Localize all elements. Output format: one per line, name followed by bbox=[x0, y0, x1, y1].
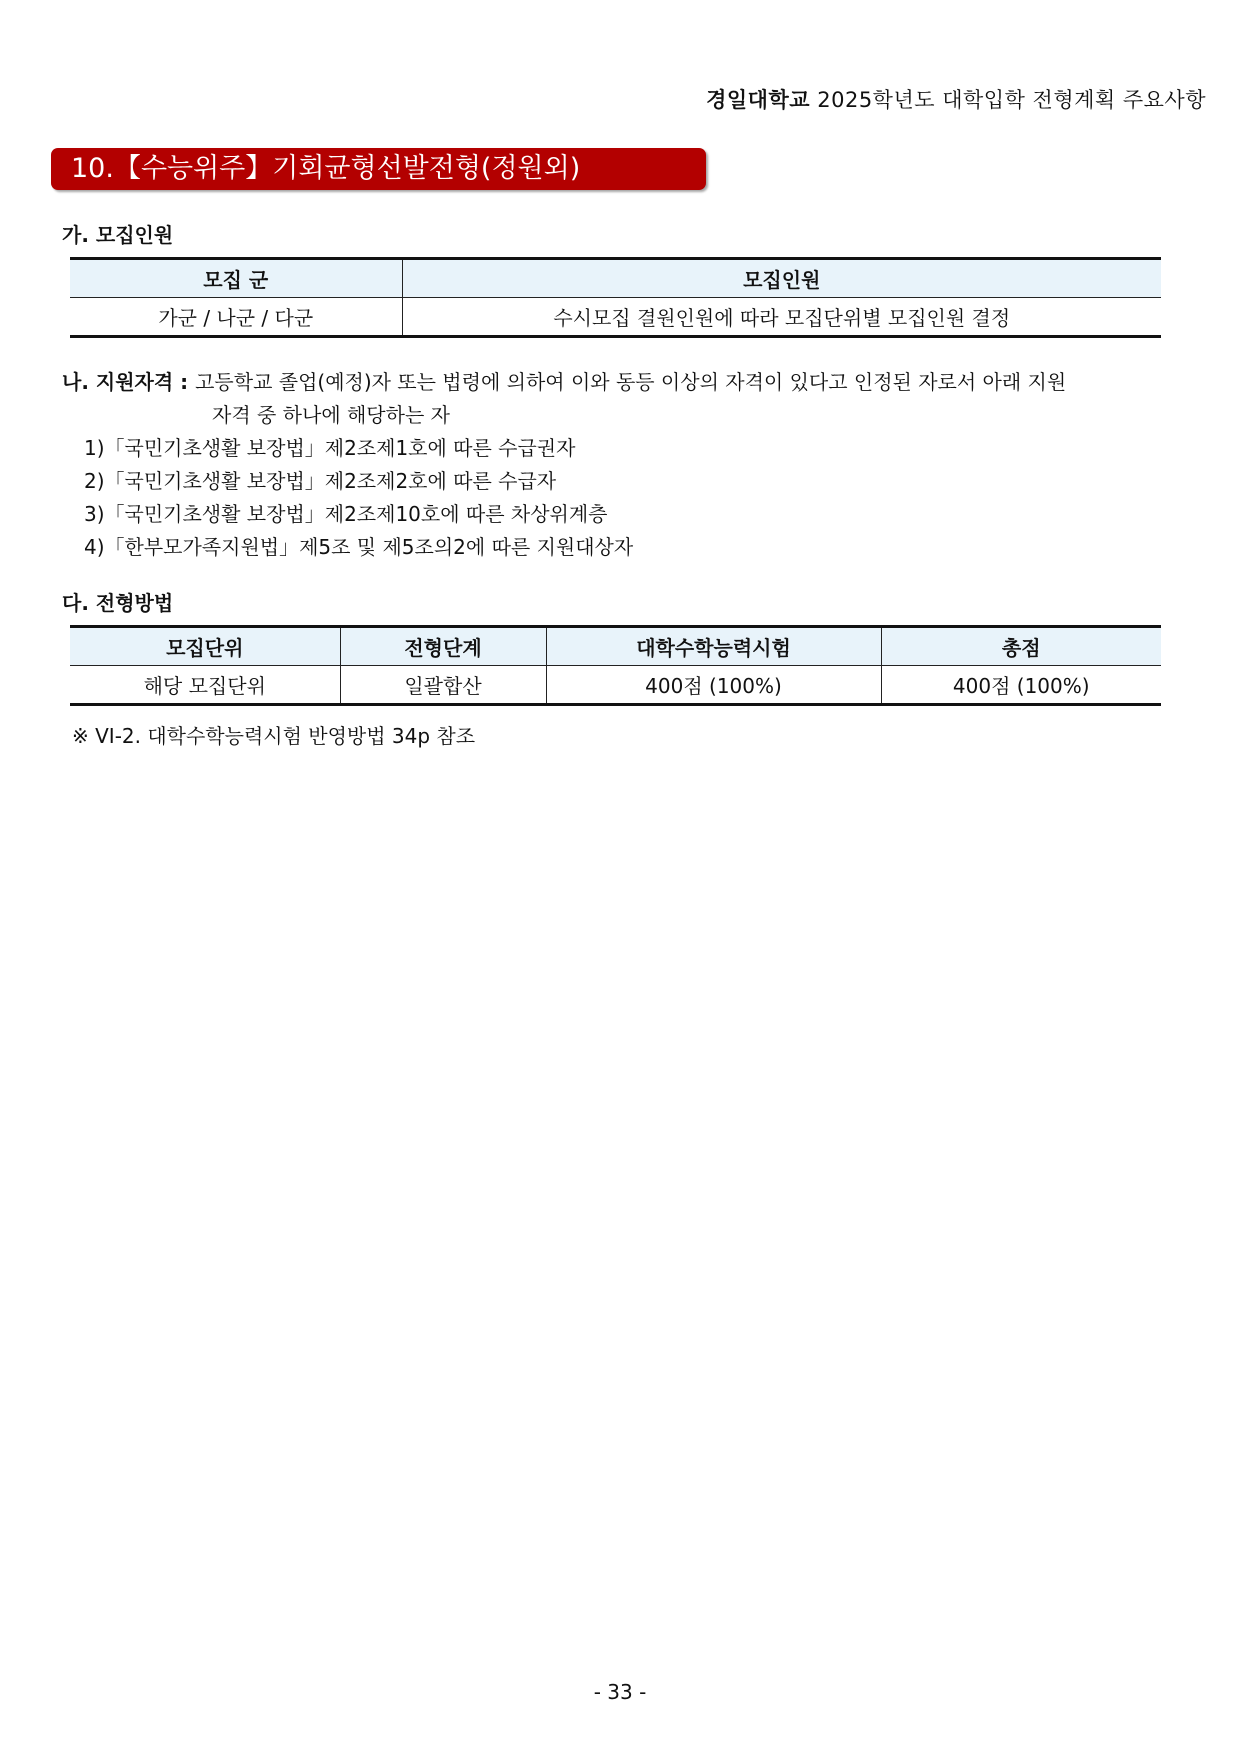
header-subtitle: 2025학년도 대학입학 전형계획 주요사항 bbox=[817, 88, 1206, 112]
eligibility-section bbox=[62, 366, 1177, 564]
table-cell: 일괄합산 bbox=[340, 666, 546, 705]
eligibility-item: 4)「한부모가족지원법」제5조 및 제5조의2에 따른 지원대상자 bbox=[84, 535, 634, 559]
table-cell: 수시모집 결원인원에 따라 모집단위별 모집인원 결정 bbox=[402, 298, 1161, 337]
eligibility-colon: : bbox=[173, 370, 196, 394]
header-cell: 모집인원 bbox=[402, 259, 1161, 298]
table-cell: 해당 모집단위 bbox=[70, 666, 340, 705]
eligibility-label: 나. 지원자격 bbox=[62, 370, 174, 394]
header-cell: 대학수학능력시험 bbox=[546, 627, 881, 666]
header-university: 경일대학교 bbox=[706, 88, 811, 112]
eligibility-first-line bbox=[62, 366, 1177, 399]
method-table bbox=[70, 625, 1161, 706]
table-cell: 400점 (100%) bbox=[881, 666, 1161, 705]
page-header bbox=[706, 84, 1206, 114]
header-cell: 모집단위 bbox=[70, 627, 340, 666]
recruitment-heading: 가. 모집인원 bbox=[62, 223, 174, 247]
table-cell: 400점 (100%) bbox=[546, 666, 881, 705]
eligibility-item: 2)「국민기초생활 보장법」제2조제2호에 따른 수급자 bbox=[84, 469, 557, 493]
method-heading: 다. 전형방법 bbox=[62, 591, 174, 615]
table-header-row bbox=[70, 627, 1161, 666]
eligibility-text: 고등학교 졸업(예정)자 또는 법령에 의하여 이와 동등 이상의 자격이 있다고 인정된 자로서 아래 지원 bbox=[195, 370, 1067, 394]
header-cell: 총점 bbox=[881, 627, 1161, 666]
section-title-banner: 10.【수능위주】기회균형선발전형(정원외) bbox=[51, 148, 706, 190]
page-number: - 33 - bbox=[593, 1680, 647, 1704]
table-cell: 가군 / 나군 / 다군 bbox=[70, 298, 402, 337]
eligibility-text-continued: 자격 중 하나에 해당하는 자 bbox=[212, 403, 450, 427]
header-cell: 전형단계 bbox=[340, 627, 546, 666]
header-cell: 모집 군 bbox=[70, 259, 402, 298]
table-row bbox=[70, 666, 1161, 705]
reference-note: ※ VI-2. 대학수학능력시험 반영방법 34p 참조 bbox=[72, 724, 476, 748]
recruitment-table bbox=[70, 257, 1161, 338]
eligibility-item: 3)「국민기초생활 보장법」제2조제10호에 따른 차상위계층 bbox=[84, 502, 608, 526]
table-row bbox=[70, 298, 1161, 337]
table-header-row bbox=[70, 259, 1161, 298]
eligibility-item: 1)「국민기초생활 보장법」제2조제1호에 따른 수급권자 bbox=[84, 436, 576, 460]
